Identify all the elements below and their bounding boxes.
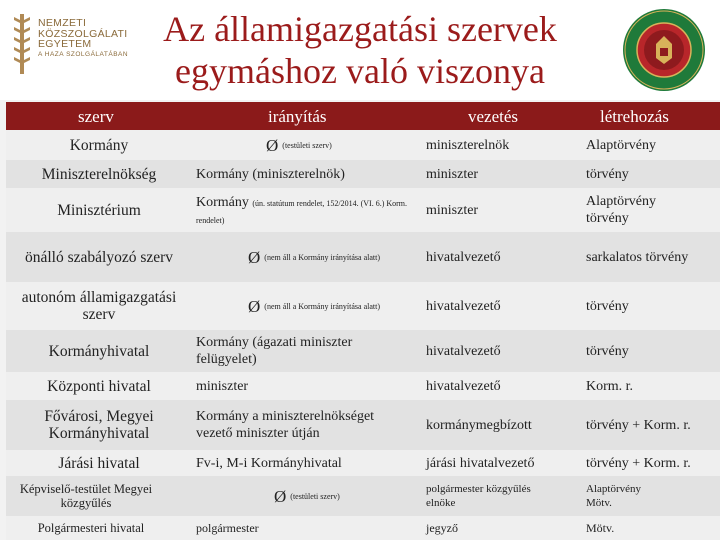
cell-letrehozas: törvény + Korm. r. — [586, 455, 691, 471]
cell-vezetes: hivatalvezető — [426, 378, 501, 394]
column-header-iranyitas: irányítás — [268, 107, 327, 126]
cell-iranyitas: polgármester — [196, 521, 259, 535]
university-motto: A HAZA SZOLGÁLATÁBAN — [38, 50, 129, 58]
table-row — [6, 232, 720, 283]
cell-letrehozas: Alaptörvény — [586, 137, 656, 153]
table-row — [6, 450, 720, 477]
cell-iranyitas-note: (ún. statútum rendelet, 152/2014. (VI. 6.) Korm. rendelet) — [196, 199, 408, 225]
cell-letrehozas: Korm. r. — [586, 378, 634, 394]
cell-szerv: önálló szabályozó szerv — [24, 248, 174, 266]
cell-iranyitas-note: (nem áll a Kormány irányítása alatt) — [264, 252, 381, 262]
table-row — [6, 282, 720, 331]
cell-iranyitas-note: (testületi szerv) — [282, 140, 332, 150]
table-row — [6, 330, 720, 373]
cell-szerv: Miniszterelnökség — [41, 165, 157, 183]
slide-header — [0, 0, 720, 100]
university-crest-icon — [12, 14, 32, 74]
cell-szerv: Minisztérium — [57, 201, 141, 219]
cell-szerv: Kormányhivatal — [48, 342, 150, 360]
title-line-1: Az államigazgatási szervek — [163, 9, 557, 49]
cell-letrehozas: Alaptörvény törvény — [586, 194, 656, 226]
empty-set-symbol: Ø — [248, 296, 261, 316]
table-row — [6, 516, 720, 540]
cell-vezetes: miniszter — [426, 166, 479, 182]
university-seal-icon — [622, 8, 706, 92]
title-line-2: egymáshoz való viszonya — [175, 51, 545, 91]
column-header-vezetes: vezetés — [468, 107, 519, 126]
cell-letrehozas: törvény + Korm. r. — [586, 417, 691, 433]
cell-iranyitas — [196, 282, 418, 330]
cell-letrehozas: sarkalatos törvény — [586, 249, 689, 265]
table-row — [6, 372, 720, 401]
cell-letrehozas: törvény — [586, 298, 629, 314]
cell-iranyitas: Kormány (miniszterelnök) — [196, 166, 345, 182]
cell-szerv: Fővárosi, Megyei Kormányhivatal — [44, 408, 154, 442]
empty-set-symbol: Ø — [248, 247, 261, 267]
cell-szerv: Járási hivatal — [58, 454, 140, 472]
cell-iranyitas — [196, 232, 418, 282]
table-header — [6, 102, 720, 130]
cell-iranyitas — [196, 188, 418, 232]
cell-iranyitas-main: Kormány — [196, 195, 249, 210]
university-line-2: KÖZSZOLGÁLATI — [38, 27, 128, 40]
table-row — [6, 130, 720, 161]
cell-iranyitas: miniszter — [196, 378, 249, 394]
cell-letrehozas: törvény — [586, 343, 629, 359]
empty-set-symbol: Ø — [266, 135, 279, 155]
slide-title — [120, 8, 600, 92]
cell-iranyitas: Fv-i, M-i Kormányhivatal — [196, 455, 342, 471]
column-header-szerv: szerv — [78, 107, 114, 126]
cell-iranyitas-note: (nem áll a Kormány irányítása alatt) — [264, 301, 381, 311]
university-line-1: NEMZETI — [38, 17, 87, 29]
table-row — [6, 476, 720, 517]
cell-letrehozas: Alaptörvény Mötv. — [586, 483, 641, 509]
table-row — [6, 160, 720, 189]
empty-set-symbol: Ø — [274, 486, 287, 506]
column-header-letrehozas: létrehozás — [600, 107, 669, 126]
cell-letrehozas: Mötv. — [586, 521, 615, 535]
university-line-3: EGYETEM — [38, 38, 92, 50]
cell-vezetes: járási hivatalvezető — [426, 455, 535, 471]
cell-vezetes: hivatalvezető — [426, 298, 501, 314]
cell-letrehozas: törvény — [586, 166, 629, 182]
cell-vezetes: miniszterelnök — [426, 137, 510, 153]
university-name — [38, 18, 128, 59]
cell-iranyitas: Kormány a miniszterelnökséget vezető miniszter útján — [196, 409, 375, 441]
cell-szerv: autonóm államigazgatási szerv — [21, 289, 177, 323]
cell-szerv: Központi hivatal — [47, 377, 151, 395]
cell-vezetes: hivatalvezető — [426, 343, 501, 359]
cell-iranyitas-note: (testületi szerv) — [290, 491, 340, 501]
table-row — [6, 188, 720, 233]
cell-iranyitas: Kormány (ágazati miniszter felügyelet) — [196, 335, 353, 367]
cell-szerv: Kormány — [69, 136, 129, 154]
cell-vezetes: polgármester közgyűlés elnöke — [426, 483, 531, 509]
cell-vezetes: hivatalvezető — [426, 249, 501, 265]
table-row — [6, 400, 720, 451]
cell-iranyitas — [196, 130, 418, 160]
cell-szerv: Polgármesteri hivatal — [37, 521, 145, 535]
cell-vezetes: kormánymegbízott — [426, 417, 532, 433]
cell-szerv: Képviselő-testület Megyei közgyűlés — [19, 482, 153, 510]
cell-vezetes: miniszter — [426, 202, 479, 218]
cell-iranyitas — [196, 476, 418, 516]
cell-vezetes: jegyző — [426, 521, 458, 535]
